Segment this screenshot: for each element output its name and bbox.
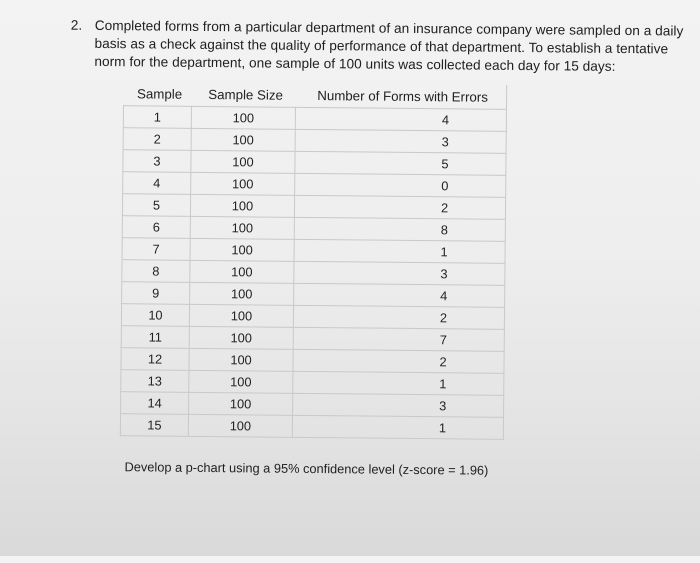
cell-errors: 1 [292, 415, 503, 439]
table-body [120, 106, 506, 440]
cell-sample: 2 [123, 128, 191, 151]
cell-sample-size: 100 [190, 282, 294, 305]
cell-errors: 3 [295, 129, 506, 153]
question-text-line: Completed forms from a particular department of an insurance company were sampled on a daily [94, 17, 684, 39]
cell-errors: 3 [294, 261, 505, 285]
cell-sample-size: 100 [191, 128, 295, 151]
cell-errors: 2 [293, 349, 504, 373]
cell-errors: 7 [293, 327, 504, 351]
question-number: 2. [70, 17, 83, 33]
cell-sample-size: 100 [190, 216, 294, 239]
cell-sample: 1 [123, 106, 191, 129]
cell-errors: 1 [294, 239, 505, 263]
cell-sample: 11 [121, 326, 189, 349]
cell-sample: 15 [120, 414, 188, 437]
cell-sample: 13 [121, 370, 189, 393]
cell-sample: 8 [122, 260, 190, 283]
cell-sample: 6 [122, 216, 190, 239]
instruction-text: Develop a p-chart using a 95% confidence level (z-score = 1.96) [124, 459, 489, 478]
table-row [120, 414, 503, 440]
cell-sample-size: 100 [190, 260, 294, 283]
question-line-3: norm for the department, one sample of 100 units was collected each day for 15 days: [94, 53, 616, 74]
cell-errors: 5 [295, 151, 506, 175]
cell-errors: 8 [294, 217, 505, 241]
forms-errors-table [120, 81, 507, 440]
question-line-2: basis as a check against the quality of performance of that department. To establish a tentative [94, 35, 669, 57]
cell-sample-size: 100 [191, 150, 295, 173]
cell-sample: 4 [123, 172, 191, 195]
question-block [70, 17, 700, 77]
cell-sample-size: 100 [189, 370, 293, 393]
cell-errors: 3 [293, 393, 504, 417]
cell-sample-size: 100 [189, 348, 293, 371]
cell-sample: 5 [122, 194, 190, 217]
cell-sample-size: 100 [191, 106, 295, 129]
cell-sample: 3 [123, 150, 191, 173]
cell-sample-size: 100 [189, 326, 293, 349]
table-header-row [123, 81, 506, 109]
cell-sample-size: 100 [191, 172, 295, 195]
cell-sample-size: 100 [189, 392, 293, 415]
cell-sample: 9 [122, 282, 190, 305]
cell-sample: 7 [122, 238, 190, 261]
cell-sample: 10 [121, 304, 189, 327]
cell-sample-size: 100 [190, 238, 294, 261]
cell-sample: 14 [121, 392, 189, 415]
cell-errors: 2 [294, 195, 505, 219]
cell-errors: 4 [294, 283, 505, 307]
header-sample: Sample [136, 85, 183, 102]
cell-sample-size: 100 [189, 304, 293, 327]
cell-errors: 1 [293, 371, 504, 395]
header-sample-size: Sample Size [208, 86, 284, 103]
cell-errors: 0 [295, 173, 506, 197]
cell-sample-size: 100 [190, 194, 294, 217]
cell-sample-size: 100 [188, 414, 292, 437]
cell-errors: 4 [295, 107, 506, 131]
cell-sample: 12 [121, 348, 189, 371]
header-forms-with-errors: Number of Forms with Errors [295, 83, 506, 110]
cell-errors: 2 [293, 305, 504, 329]
